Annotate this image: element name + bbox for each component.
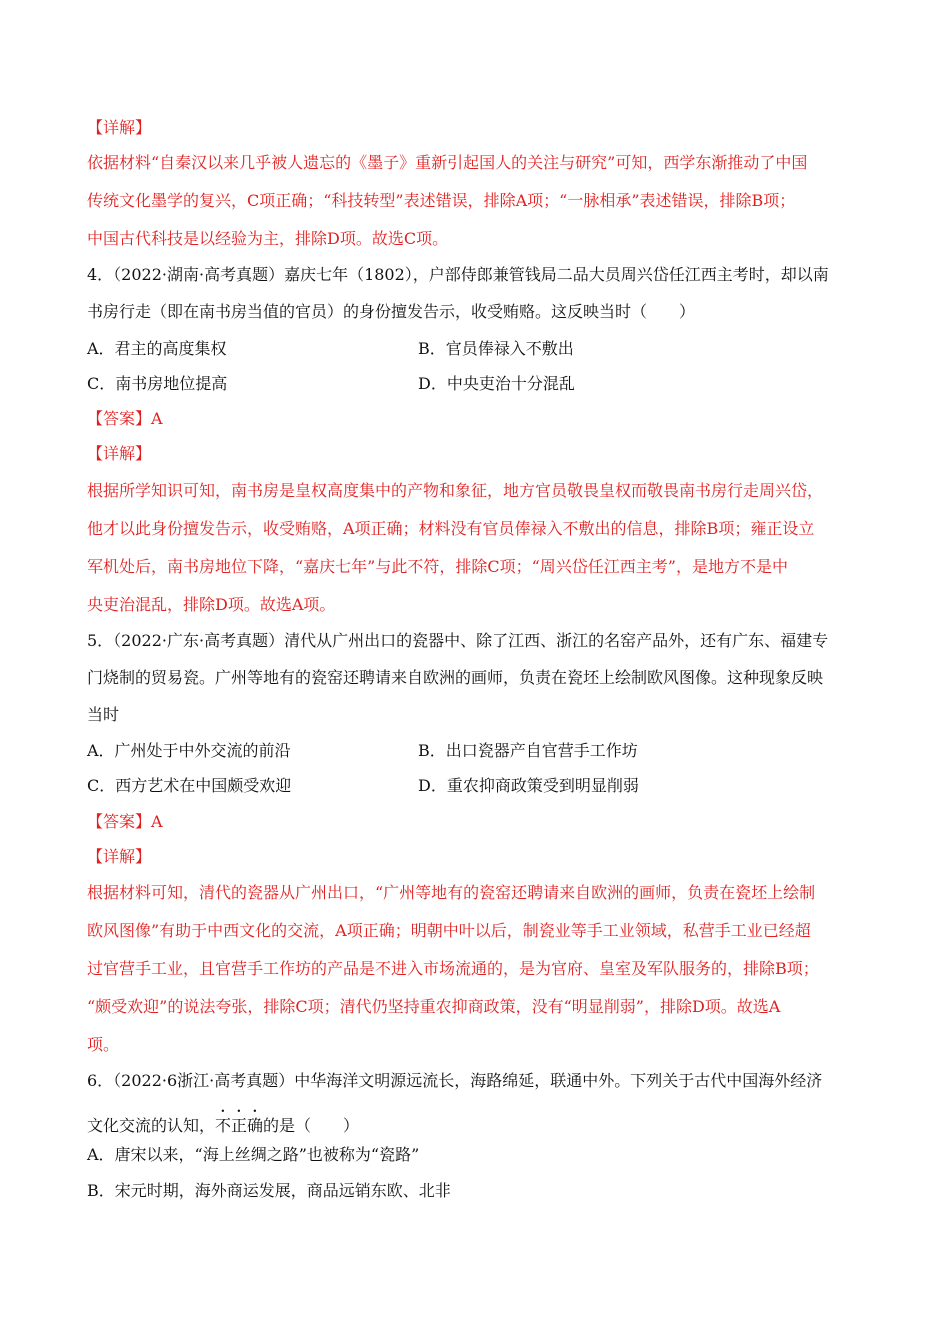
q5-option-d: D．重农抑商政策受到明显削弱 xyxy=(418,776,639,795)
q4-option-a: A．君主的高度集权 xyxy=(87,339,227,358)
q5-stem-line: 5．（2022·广东·高考真题）清代从广州出口的瓷器中、除了江西、浙江的名窑产品外，还有广东、福建专 xyxy=(87,631,829,650)
q6-stem-text: 的是（ ） xyxy=(263,1116,360,1135)
q5-stem-line: 门烧制的贸易瓷。广州等地有的瓷窑还聘请来自欧洲的画师，负责在瓷坯上绘制欧风图像。这种现象反映 xyxy=(87,668,824,687)
q5-option-c: C．西方艺术在中国颇受欢迎 xyxy=(87,776,292,795)
q4-option-d: D．中央吏治十分混乱 xyxy=(418,374,575,393)
q4-explanation-line: 央吏治混乱，排除D项。故选A项。 xyxy=(87,595,336,614)
q5-option-b: B．出口瓷器产自官营手工作坊 xyxy=(418,741,638,760)
q3-explanation-line: 传统文化墨学的复兴，C项正确；“科技转型”表述错误，排除A项；“一脉相承”表述错误，排除B项； xyxy=(87,191,796,210)
q5-detail-label: 【详解】 xyxy=(87,847,152,866)
q5-explanation-line: 过官营手工业，且官营手工作坊的产品是不进入市场流通的，是为官府、皇室及军队服务的，排除B项； xyxy=(87,959,819,978)
q5-explanation-line: 根据材料可知，清代的瓷器从广州出口，“广州等地有的瓷窑还聘请来自欧洲的画师，负责在瓷坯上绘制 xyxy=(87,883,816,902)
q5-answer: 【答案】A xyxy=(87,812,163,831)
q4-option-c: C．南书房地位提高 xyxy=(87,374,228,393)
q5-explanation-line: 项。 xyxy=(87,1035,120,1054)
q6-stem-text: 文化交流的认知， xyxy=(87,1116,216,1135)
q6-stem-line: 6．（2022·6浙江·高考真题）中华海洋文明源远流长，海路绵延，联通中外。下列关于古代中国海外经济 xyxy=(87,1071,823,1090)
q4-explanation-line: 根据所学知识可知，南书房是皇权高度集中的产物和象征，地方官员敬畏皇权而敬畏南书房行走周兴岱， xyxy=(87,481,824,500)
q4-stem-line: 书房行走（即在南书房当值的官员）的身份擅发告示，收受贿赂。这反映当时（ ） xyxy=(87,302,696,321)
q4-answer: 【答案】A xyxy=(87,409,163,428)
q3-explanation-line: 依据材料“自秦汉以来几乎被人遗忘的《墨子》重新引起国人的关注与研究”可知，西学东渐推动了中国 xyxy=(87,153,808,172)
q3-explanation-line: 中国古代科技是以经验为主，排除D项。故选C项。 xyxy=(87,229,449,248)
q6-option-a: A．唐宋以来，“海上丝绸之路”也被称为“瓷路” xyxy=(87,1145,420,1164)
q5-explanation-line: “颇受欢迎”的说法夸张，排除C项；清代仍坚持重农抑商政策，没有“明显削弱”，排除D项。故选A xyxy=(87,997,781,1016)
q4-detail-label: 【详解】 xyxy=(87,444,152,463)
q5-option-a: A．广州处于中外交流的前沿 xyxy=(87,741,291,760)
q4-stem-line: 4．（2022·湖南·高考真题）嘉庆七年（1802），户部侍郎兼管钱局二品大员周兴岱任江西主考时，却以南 xyxy=(87,265,829,284)
q3-detail-label: 【详解】 xyxy=(87,118,152,137)
q6-option-b: B．宋元时期，海外商运发展，商品远销东欧、北非 xyxy=(87,1181,451,1200)
q6-emphasis-text: 不正确 xyxy=(215,1116,264,1135)
q5-stem-line: 当时 xyxy=(87,705,120,724)
q5-explanation-line: 欧风图像”有助于中西文化的交流，A项正确；明朝中叶以后，制瓷业等手工业领域，私营手工业已经超 xyxy=(87,921,811,940)
q4-explanation-line: 军机处后，南书房地位下降，“嘉庆七年”与此不符，排除C项；“周兴岱任江西主考”，是地方不是中 xyxy=(87,557,788,576)
q6-stem-line xyxy=(87,1107,359,1137)
q4-option-b: B．官员俸禄入不敷出 xyxy=(418,339,574,358)
q4-explanation-line: 他才以此身份擅发告示，收受贿赂，A项正确；材料没有官员俸禄入不敷出的信息，排除B项；雍正设立 xyxy=(87,519,815,538)
